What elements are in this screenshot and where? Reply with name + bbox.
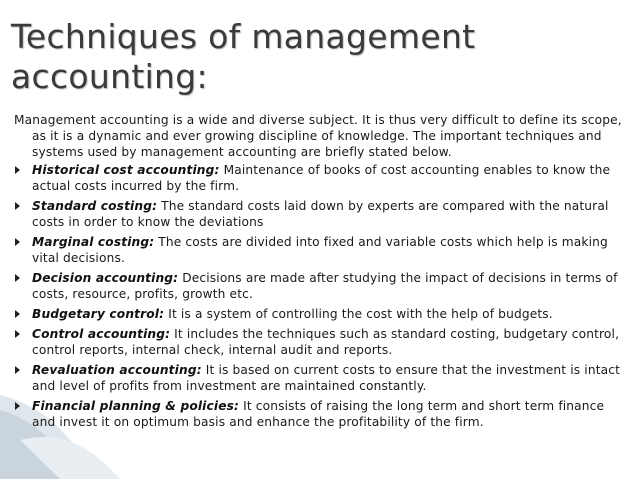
item-term: Revaluation accounting:	[32, 363, 202, 377]
slide-content	[14, 112, 626, 434]
intro-paragraph: Management accounting is a wide and diverse subject. It is thus very difficult to define its scope, as it is a dynamic and ever growing discipline of knowledge. The important techniques and systems used by management accounting are briefly stated below.	[14, 113, 622, 159]
arrow-bullet-icon	[15, 330, 20, 338]
item-text: The costs are divided into fixed and variable costs which help is making vital decisions.	[32, 235, 608, 265]
arrow-bullet-icon	[15, 274, 20, 282]
item-term: Budgetary control:	[32, 307, 165, 321]
arrow-bullet-icon	[15, 202, 20, 210]
item-term: Control accounting:	[32, 327, 171, 341]
item-term: Standard costing:	[32, 199, 158, 213]
list-item	[14, 306, 626, 322]
list-item	[14, 326, 626, 358]
arrow-bullet-icon	[15, 310, 20, 318]
item-text: It includes the techniques such as standard costing, budgetary control, control reports, internal check, internal audit and reports.	[32, 327, 620, 357]
item-text: The standard costs laid down by experts are compared with the natural costs in order to know the deviations	[32, 199, 609, 229]
item-text: Maintenance of books of cost accounting enables to know the actual costs incurred by the firm.	[32, 163, 611, 193]
list-item	[14, 362, 626, 394]
item-text: It consists of raising the long term and short term finance and invest it on optimum basis and enhance the profitability of the firm.	[32, 399, 605, 429]
arrow-bullet-icon	[15, 166, 20, 174]
item-text: Decisions are made after studying the impact of decisions in terms of costs, resource, profits, growth etc.	[32, 271, 618, 301]
list-item	[14, 198, 626, 230]
item-term: Marginal costing:	[32, 235, 155, 249]
list-item	[14, 162, 626, 194]
item-text: It is a system of controlling the cost with the help of budgets.	[164, 307, 553, 321]
technique-list	[14, 162, 626, 430]
item-term: Financial planning & policies:	[32, 399, 240, 413]
arrow-bullet-icon	[15, 366, 20, 374]
arrow-bullet-icon	[15, 238, 20, 246]
arrow-bullet-icon	[15, 402, 20, 410]
slide-title: Techniques of management accounting:	[11, 17, 476, 96]
list-item	[14, 234, 626, 266]
list-item	[14, 270, 626, 302]
item-text: It is based on current costs to ensure that the investment is intact and level of profits from investment are maintained constantly.	[32, 363, 621, 393]
item-term: Historical cost accounting:	[32, 163, 220, 177]
list-item	[14, 398, 626, 430]
item-term: Decision accounting:	[32, 271, 179, 285]
